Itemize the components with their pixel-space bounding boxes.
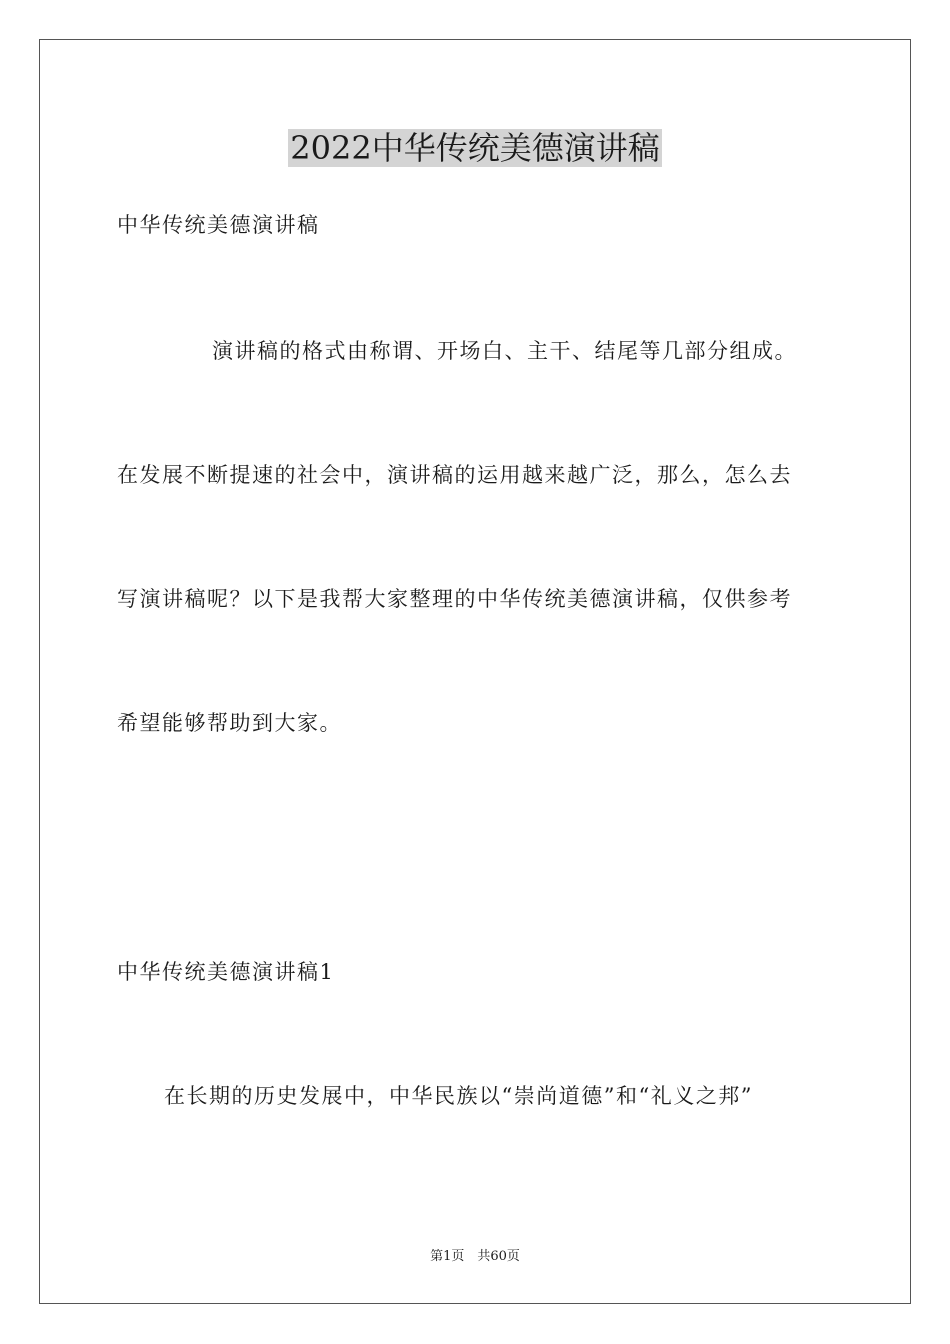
- document-title-text: 2022中华传统美德演讲稿: [290, 129, 660, 167]
- document-title: [0, 126, 950, 170]
- section-heading: 中华传统美德演讲稿1: [117, 960, 335, 984]
- paragraph-line: 希望能够帮助到大家。: [117, 711, 342, 735]
- paragraph-line: 写演讲稿呢？以下是我帮大家整理的中华传统美德演讲稿，仅供参考: [117, 587, 792, 611]
- intro-heading: 中华传统美德演讲稿: [117, 213, 320, 237]
- paragraph-line: 在发展不断提速的社会中，演讲稿的运用越来越广泛，那么，怎么去: [117, 463, 792, 487]
- paragraph-line: 演讲稿的格式由称谓、开场白、主干、结尾等几部分组成。: [212, 339, 797, 363]
- paragraph-line: 在长期的历史发展中，中华民族以“崇尚道德”和“礼义之邦”: [164, 1084, 753, 1108]
- page-number-footer: 第1页 共60页: [430, 1249, 520, 1264]
